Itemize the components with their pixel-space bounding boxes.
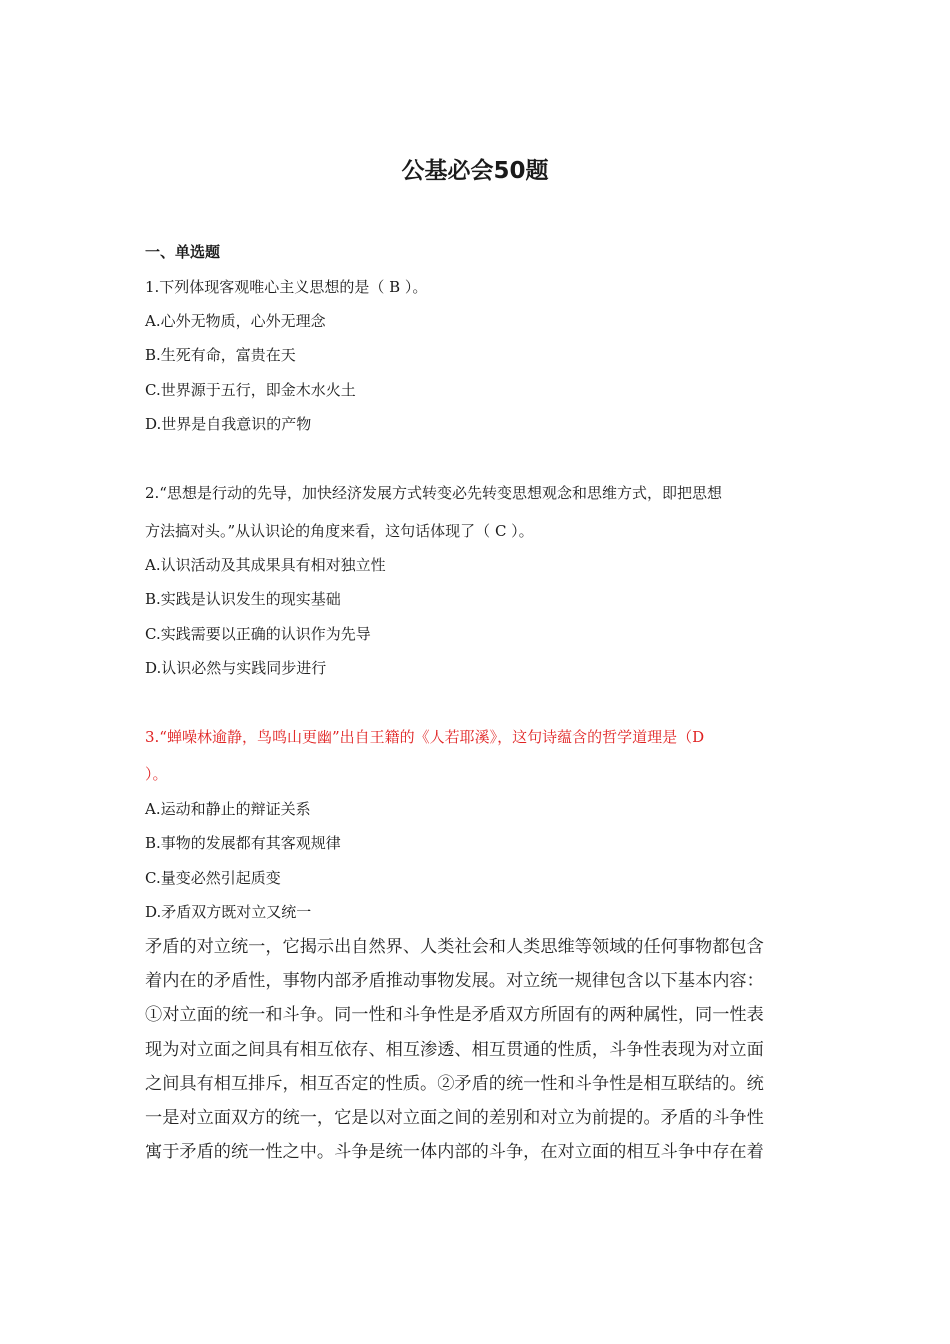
question-2-option-a: A.认识活动及其成果具有相对独立性 bbox=[145, 556, 386, 574]
question-2-option-c: C.实践需要以正确的认识作为先导 bbox=[145, 625, 371, 643]
question-1-option-d: D.世界是自我意识的产物 bbox=[145, 415, 312, 433]
explanation-line: 着内在的矛盾性，事物内部矛盾推动事物发展。对立统一规律包含以下基本内容： bbox=[145, 971, 764, 992]
explanation-line: 现为对立面之间具有相互依存、相互渗透、相互贯通的性质，斗争性表现为对立面 bbox=[145, 1039, 764, 1060]
page-title: 公基必会50题 bbox=[401, 158, 549, 184]
question-2-stem-line-2: 方法搞对头。”从认识论的角度来看，这句话体现了（ C ）。 bbox=[145, 522, 534, 540]
question-1-option-b: B.生死有命，富贵在天 bbox=[145, 346, 296, 364]
question-3-stem-line-1: 3.“蝉噪林逾静，鸟鸣山更幽”出自王籍的《人若耶溪》，这句诗蕴含的哲学道理是（D bbox=[145, 728, 705, 746]
question-1-stem-line-1: 1.下列体现客观唯心主义思想的是（ B ）。 bbox=[145, 278, 428, 296]
question-2-option-b: B.实践是认识发生的现实基础 bbox=[145, 590, 341, 608]
question-2-stem-line-1: 2.“思想是行动的先导，加快经济发展方式转变必先转变思想观念和思维方式，即把思想 bbox=[145, 484, 722, 502]
question-1-option-a: A.心外无物质，心外无理念 bbox=[145, 312, 326, 330]
question-2-option-d: D.认识必然与实践同步进行 bbox=[145, 659, 327, 677]
question-3-option-a: A.运动和静止的辩证关系 bbox=[145, 800, 311, 818]
explanation-line: 矛盾的对立统一，它揭示出自然界、人类社会和人类思维等领域的任何事物都包含 bbox=[145, 937, 764, 957]
explanation-line: ①对立面的统一和斗争。同一性和斗争性是矛盾双方所固有的两种属性，同一性表 bbox=[145, 1005, 764, 1026]
explanation-line: 寓于矛盾的统一性之中。斗争是统一体内部的斗争，在对立面的相互斗争中存在着 bbox=[145, 1142, 764, 1163]
question-3-option-b: B.事物的发展都有其客观规律 bbox=[145, 834, 341, 852]
question-1-option-c: C.世界源于五行，即金木水火土 bbox=[145, 381, 356, 399]
question-3-stem-line-2: ）。 bbox=[145, 765, 168, 783]
question-3-option-c: C.量变必然引起质变 bbox=[145, 869, 281, 887]
section-heading: 一、单选题 bbox=[145, 243, 221, 261]
explanation-line: 一是对立面双方的统一，它是以对立面之间的差别和对立为前提的。矛盾的斗争性 bbox=[145, 1108, 764, 1129]
explanation-line: 之间具有相互排斥，相互否定的性质。②矛盾的统一性和斗争性是相互联结的。统 bbox=[145, 1073, 764, 1094]
explanation-paragraph bbox=[145, 930, 813, 1169]
question-3-option-d: D.矛盾双方既对立又统一 bbox=[145, 903, 312, 921]
